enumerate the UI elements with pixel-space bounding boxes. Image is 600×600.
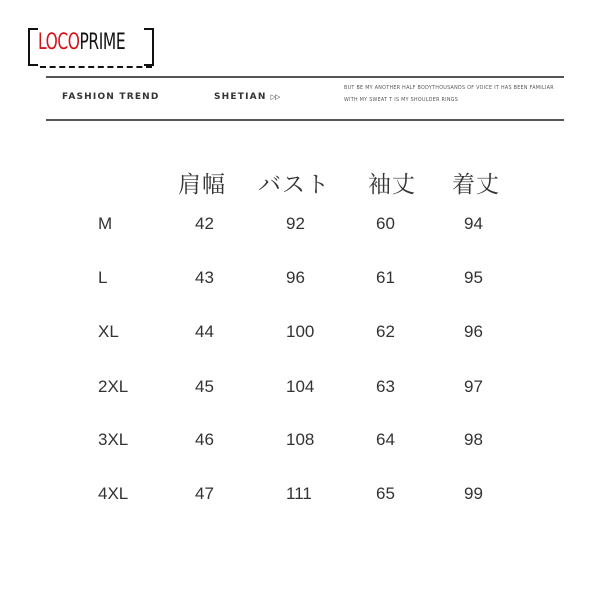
fashion-banner [46, 76, 564, 121]
banner-tagline-2: WITH MY SWEAT T IS MY SHOULDER RINGS [344, 98, 459, 103]
size-label: 2XL [98, 377, 129, 396]
table-cell: 96 [464, 322, 483, 341]
table-cell: 43 [195, 268, 214, 287]
size-label: XL [98, 322, 119, 341]
banner-tagline-1: BUT BE MY ANOTHER HALF BODYTHOUSANDS OF VOICE IT HAS BEEN FAMILIAR [344, 86, 554, 91]
logo-text-prime: PRIME [79, 30, 126, 55]
table-cell: 60 [376, 214, 395, 233]
table-cell: 98 [464, 430, 483, 449]
logo-bracket-left [28, 28, 38, 66]
table-cell: 65 [376, 484, 395, 503]
table-cell: 92 [286, 214, 305, 233]
logo-text-loco: LOCO [38, 30, 80, 55]
table-cell: 44 [195, 322, 214, 341]
table-cell: 108 [286, 430, 315, 449]
table-cell: 99 [464, 484, 483, 503]
double-triangle-right-icon: ▷▷ [270, 93, 280, 101]
column-header: 袖丈 [368, 172, 416, 198]
banner-shetian-label: SHETIAN [214, 92, 267, 102]
table-cell: 97 [464, 377, 483, 396]
column-header: 肩幅 [178, 172, 226, 198]
table-cell: 42 [195, 214, 214, 233]
column-header: バスト [258, 172, 330, 198]
table-cell: 47 [195, 484, 214, 503]
size-label: L [98, 268, 108, 287]
size-label: 4XL [98, 484, 129, 503]
column-header: 着丈 [452, 172, 500, 198]
table-cell: 46 [195, 430, 214, 449]
table-cell: 62 [376, 322, 395, 341]
banner-shetian [214, 92, 279, 102]
table-cell: 95 [464, 268, 483, 287]
table-cell: 61 [376, 268, 395, 287]
table-cell: 100 [286, 322, 315, 341]
table-cell: 96 [286, 268, 305, 287]
table-cell: 94 [464, 214, 483, 233]
table-cell: 104 [286, 377, 315, 396]
size-label: 3XL [98, 430, 129, 449]
brand-logo [28, 26, 154, 66]
logo-underline [40, 66, 152, 68]
table-cell: 64 [376, 430, 395, 449]
banner-fashion-trend: FASHION TREND [62, 92, 160, 102]
logo-bracket-right [144, 28, 154, 66]
table-cell: 45 [195, 377, 214, 396]
table-cell: 63 [376, 377, 395, 396]
logo-text [38, 29, 125, 57]
size-label: M [98, 214, 113, 233]
table-cell: 111 [286, 484, 312, 503]
